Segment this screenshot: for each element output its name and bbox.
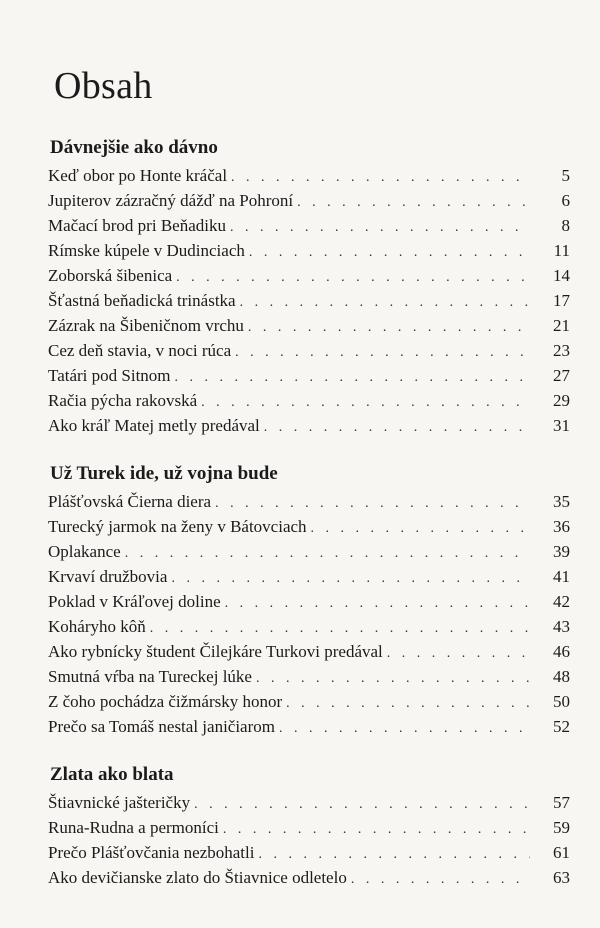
toc-entry xyxy=(46,589,570,614)
toc-entry xyxy=(46,363,570,388)
toc-entry xyxy=(46,840,570,865)
toc-entry xyxy=(46,238,570,263)
toc-entry xyxy=(46,163,570,188)
entry-title: Smutná vŕba na Tureckej lúke xyxy=(48,667,252,686)
dot-leader xyxy=(176,265,530,290)
entry-page-number: 63 xyxy=(553,868,570,887)
dot-leader xyxy=(223,817,530,842)
dot-leader xyxy=(297,190,530,215)
entry-page-number: 52 xyxy=(553,717,570,736)
entry-title: Ako devičianske zlato do Štiavnice odletelo xyxy=(48,868,347,887)
section-title: Dávnejšie ako dávno xyxy=(50,137,218,158)
entry-page-number: 27 xyxy=(553,366,570,385)
page-title: Obsah xyxy=(54,65,153,107)
entry-page-number: 21 xyxy=(553,316,570,335)
dot-leader xyxy=(279,716,530,741)
entry-page-number: 6 xyxy=(561,191,570,210)
entry-page-number: 11 xyxy=(553,241,570,260)
entry-title: Z čoho pochádza čižmársky honor xyxy=(48,692,283,711)
dot-leader xyxy=(171,566,530,591)
entry-title: Rímske kúpele v Dudinciach xyxy=(48,241,245,260)
dot-leader xyxy=(240,290,530,315)
dot-leader xyxy=(125,541,530,566)
entry-title: Ako kráľ Matej metly predával xyxy=(48,416,260,435)
entry-page-number: 39 xyxy=(553,542,570,561)
dot-leader xyxy=(258,842,530,867)
entry-title: Račia pýcha rakovská xyxy=(48,391,198,410)
toc-entry xyxy=(46,539,570,564)
toc-entry xyxy=(46,388,570,413)
entry-page-number: 5 xyxy=(561,166,570,185)
dot-leader xyxy=(150,616,530,641)
entry-title: Zoborská šibenica xyxy=(48,266,173,285)
dot-leader xyxy=(248,315,530,340)
entry-page-number: 31 xyxy=(553,416,570,435)
entry-title: Cez deň stavia, v noci rúca xyxy=(48,341,232,360)
toc-entry xyxy=(46,489,570,514)
dot-leader xyxy=(231,165,530,190)
toc-entry xyxy=(46,213,570,238)
toc-sections xyxy=(46,136,570,890)
entry-title: Turecký jarmok na ženy v Bátovciach xyxy=(48,517,307,536)
dot-leader xyxy=(194,792,530,817)
entry-page-number: 57 xyxy=(553,793,570,812)
entry-page-number: 50 xyxy=(553,692,570,711)
toc-section xyxy=(46,136,570,438)
entry-page-number: 35 xyxy=(553,492,570,511)
dot-leader xyxy=(235,340,530,365)
dot-leader xyxy=(230,215,530,240)
entry-page-number: 36 xyxy=(553,517,570,536)
entry-page-number: 42 xyxy=(553,592,570,611)
toc-entry xyxy=(46,564,570,589)
dot-leader xyxy=(201,390,530,415)
toc-section xyxy=(46,763,570,890)
toc-entry xyxy=(46,338,570,363)
toc-entry xyxy=(46,288,570,313)
entry-title: Krvaví družbovia xyxy=(48,567,168,586)
toc-entry xyxy=(46,815,570,840)
entry-page-number: 14 xyxy=(553,266,570,285)
toc-entry xyxy=(46,639,570,664)
toc-entry xyxy=(46,514,570,539)
toc-entry xyxy=(46,714,570,739)
entry-page-number: 61 xyxy=(553,843,570,862)
section-title: Zlata ako blata xyxy=(50,764,174,785)
entry-page-number: 48 xyxy=(553,667,570,686)
dot-leader xyxy=(286,691,530,716)
entry-page-number: 8 xyxy=(561,216,570,235)
dot-leader xyxy=(387,641,530,666)
dot-leader xyxy=(249,240,530,265)
dot-leader xyxy=(256,666,530,691)
entry-page-number: 29 xyxy=(553,391,570,410)
entry-title: Prečo sa Tomáš nestal janičiarom xyxy=(48,717,275,736)
section-title: Už Turek ide, už vojna bude xyxy=(50,463,278,484)
entry-title: Koháryho kôň xyxy=(48,617,146,636)
entry-title: Ako rybnícky študent Čilejkáre Turkovi predával xyxy=(48,642,383,661)
entry-title: Oplakance xyxy=(48,542,121,561)
toc-entry xyxy=(46,188,570,213)
toc-entry xyxy=(46,263,570,288)
entry-page-number: 23 xyxy=(553,341,570,360)
toc-entry-list xyxy=(46,163,570,438)
entry-title: Zázrak na Šibeničnom vrchu xyxy=(48,316,244,335)
toc-entry xyxy=(46,614,570,639)
toc-entry-list xyxy=(46,489,570,739)
entry-title: Keď obor po Honte kráčal xyxy=(48,166,228,185)
dot-leader xyxy=(215,491,530,516)
dot-leader xyxy=(351,867,530,892)
toc-entry xyxy=(46,313,570,338)
toc-entry xyxy=(46,790,570,815)
toc-entry xyxy=(46,865,570,890)
dot-leader xyxy=(264,415,530,440)
entry-page-number: 41 xyxy=(553,567,570,586)
entry-title: Prečo Plášťovčania nezbohatli xyxy=(48,843,255,862)
entry-page-number: 59 xyxy=(553,818,570,837)
entry-title: Tatári pod Sitnom xyxy=(48,366,171,385)
toc-section xyxy=(46,462,570,739)
dot-leader xyxy=(311,516,530,541)
dot-leader xyxy=(175,365,530,390)
entry-page-number: 17 xyxy=(553,291,570,310)
toc-entry xyxy=(46,689,570,714)
entry-title: Šťastná beňadická trinástka xyxy=(48,291,236,310)
entry-title: Runa-Rudna a permoníci xyxy=(48,818,219,837)
toc-entry-list xyxy=(46,790,570,890)
entry-page-number: 46 xyxy=(553,642,570,661)
entry-page-number: 43 xyxy=(553,617,570,636)
toc-entry xyxy=(46,413,570,438)
dot-leader xyxy=(225,591,530,616)
entry-title: Plášťovská Čierna diera xyxy=(48,492,212,511)
entry-title: Mačací brod pri Beňadiku xyxy=(48,216,226,235)
entry-title: Poklad v Kráľovej doline xyxy=(48,592,221,611)
entry-title: Jupiterov zázračný dážď na Pohroní xyxy=(48,191,294,210)
toc-entry xyxy=(46,664,570,689)
entry-title: Štiavnické jašteričky xyxy=(48,793,191,812)
